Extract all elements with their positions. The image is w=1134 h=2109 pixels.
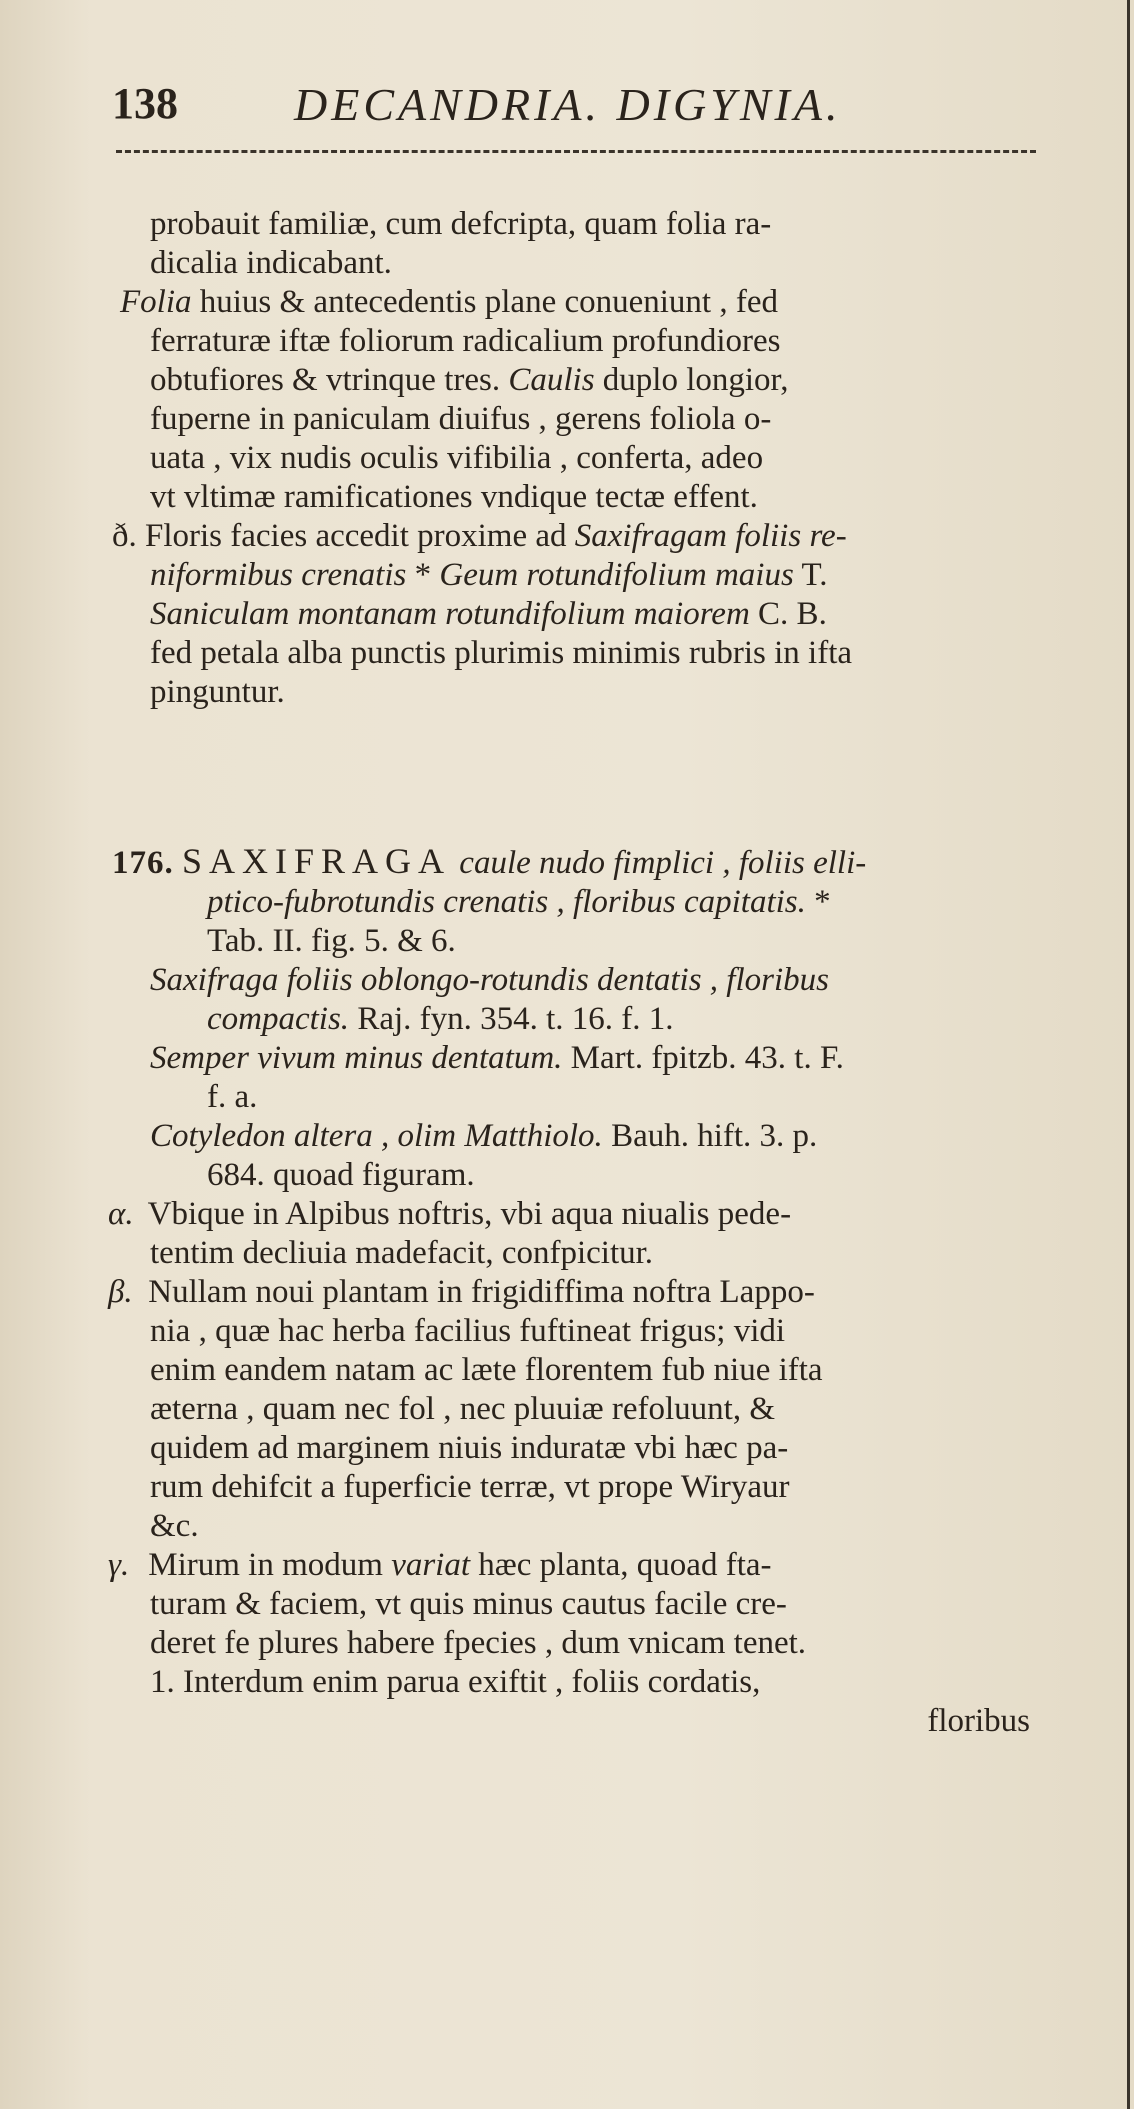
continued-text — [112, 205, 1050, 712]
text-line: rum dehifcit a fuperficie terræ, vt prope Wiryaur — [150, 1469, 790, 1505]
species-entry — [108, 841, 1042, 1741]
paragraph-gamma — [108, 1546, 1042, 1702]
synonym-reference: Bauh. hift. 3. p. — [602, 1118, 818, 1154]
text-line: duplo longior, — [594, 362, 789, 398]
synonym-italic: Cotyledon altera , olim Matthiolo. — [150, 1118, 603, 1154]
catchword: floribus — [927, 1703, 1030, 1739]
text-line: uata , vix nudis oculis vifibilia , conferta, adeo — [150, 440, 764, 476]
page-number: 138 — [112, 79, 178, 128]
header-rule — [116, 150, 1036, 153]
diagnosis-text: caule nudo fimplici , foliis elli- — [459, 845, 867, 881]
text-line: * — [406, 557, 440, 593]
text-line: deret fe plures habere fpecies , dum vnicam tenet. — [150, 1625, 807, 1661]
text-line: Vbique in Alpibus noftris, vbi aqua niualis pede- — [147, 1196, 792, 1232]
genus-name: SAXIFRAGA — [182, 841, 452, 881]
synonym-italic: compactis. — [207, 1001, 350, 1037]
text-line: obtufiores & vtrinque tres. — [150, 362, 509, 398]
synonym-reference: Mart. fpitzb. 43. t. F. — [562, 1040, 844, 1076]
running-head: DECANDRIA. DIGYNIA. — [294, 79, 842, 130]
synonym-reference: Raj. fyn. 354. t. 16. f. 1. — [349, 1001, 674, 1037]
text-line: quidem ad marginem niuis induratæ vbi hæc pa- — [150, 1430, 789, 1466]
synonym-list — [112, 961, 1042, 1195]
text-italic: niformibus crenatis — [150, 557, 407, 593]
text-line: enim eandem natam ac læte florentem fub niue ifta — [150, 1352, 823, 1388]
text-line: tentim decliuia madefacit, confpicitur. — [150, 1235, 654, 1271]
text-line: ferraturæ iftæ foliorum radicalium profundiores — [150, 323, 781, 359]
synonym-italic: Semper vivum minus dentatum. — [150, 1040, 563, 1076]
text-line: nia , quæ hac herba facilius fuftineat frigus; vidi — [150, 1313, 786, 1349]
star-mark: * — [805, 884, 831, 920]
paragraph-continued — [150, 205, 1050, 283]
paragraph-beta — [108, 1273, 1042, 1546]
text-italic: Saxifragam foliis re- — [574, 518, 847, 554]
diagnosis-text: ptico-fubrotundis crenatis , floribus capitatis. — [207, 884, 806, 920]
paragraph-folia — [120, 283, 1050, 517]
synonym-reference: f. a. — [207, 1079, 258, 1115]
text-line: Floris facies accedit proxime ad — [145, 518, 575, 554]
text-line: vt vltimæ ramificationes vndique tectæ effent. — [150, 479, 758, 515]
text-line: huius & antecedentis plane conueniunt , fed — [199, 284, 778, 320]
text-line: probauit familiæ, cum defcripta, quam folia ra- — [150, 206, 772, 242]
text-line: Nullam noui plantam in frigidiffima noftra Lappo- — [148, 1274, 815, 1310]
text-italic: Caulis — [508, 362, 595, 398]
paragraph-marker: γ. — [108, 1547, 130, 1583]
entry-number: 176. — [112, 845, 174, 881]
plate-reference: Tab. II. fig. 5. & 6. — [207, 923, 456, 959]
entry-heading — [112, 842, 1042, 961]
paragraph-marker: ð. — [112, 518, 137, 554]
text-line: turam & faciem, vt quis minus cautus facile cre- — [150, 1586, 787, 1622]
paragraph-marker: β. — [108, 1274, 133, 1310]
text-line: T. — [793, 557, 828, 593]
text-line: hæc planta, quoad fta- — [470, 1547, 772, 1583]
text-line: Mirum in modum — [148, 1547, 392, 1583]
text-italic: Saniculam montanam rotundifolium maiorem — [150, 596, 750, 632]
synonym-italic: Saxifraga foliis oblongo-rotundis dentatis , floribus — [150, 962, 829, 998]
page-header — [112, 78, 1042, 138]
text-line: fed petala alba punctis plurimis minimis rubris in ifta — [150, 635, 853, 671]
text-line: pinguntur. — [150, 674, 285, 710]
text-line: dicalia indicabant. — [150, 245, 392, 281]
paragraph-marker: α. — [108, 1196, 134, 1232]
text-italic: variat — [391, 1547, 471, 1583]
text-line: 1. Interdum enim parua exiftit , foliis cordatis, — [150, 1664, 761, 1700]
page-edge-line — [1127, 0, 1130, 2109]
synonym-reference: 684. quoad figuram. — [207, 1157, 475, 1193]
text-italic: Folia — [120, 284, 192, 320]
text-italic: Geum rotundifolium maius — [439, 557, 794, 593]
text-line: C. B. — [749, 596, 827, 632]
paragraph-delta — [112, 517, 1050, 712]
text-line: &c. — [150, 1508, 199, 1544]
paragraph-alpha — [108, 1195, 1042, 1273]
text-line: fuperne in paniculam diuifus , gerens foliola o- — [150, 401, 772, 437]
text-line: æterna , quam nec fol , nec pluuiæ refoluunt, & — [150, 1391, 776, 1427]
